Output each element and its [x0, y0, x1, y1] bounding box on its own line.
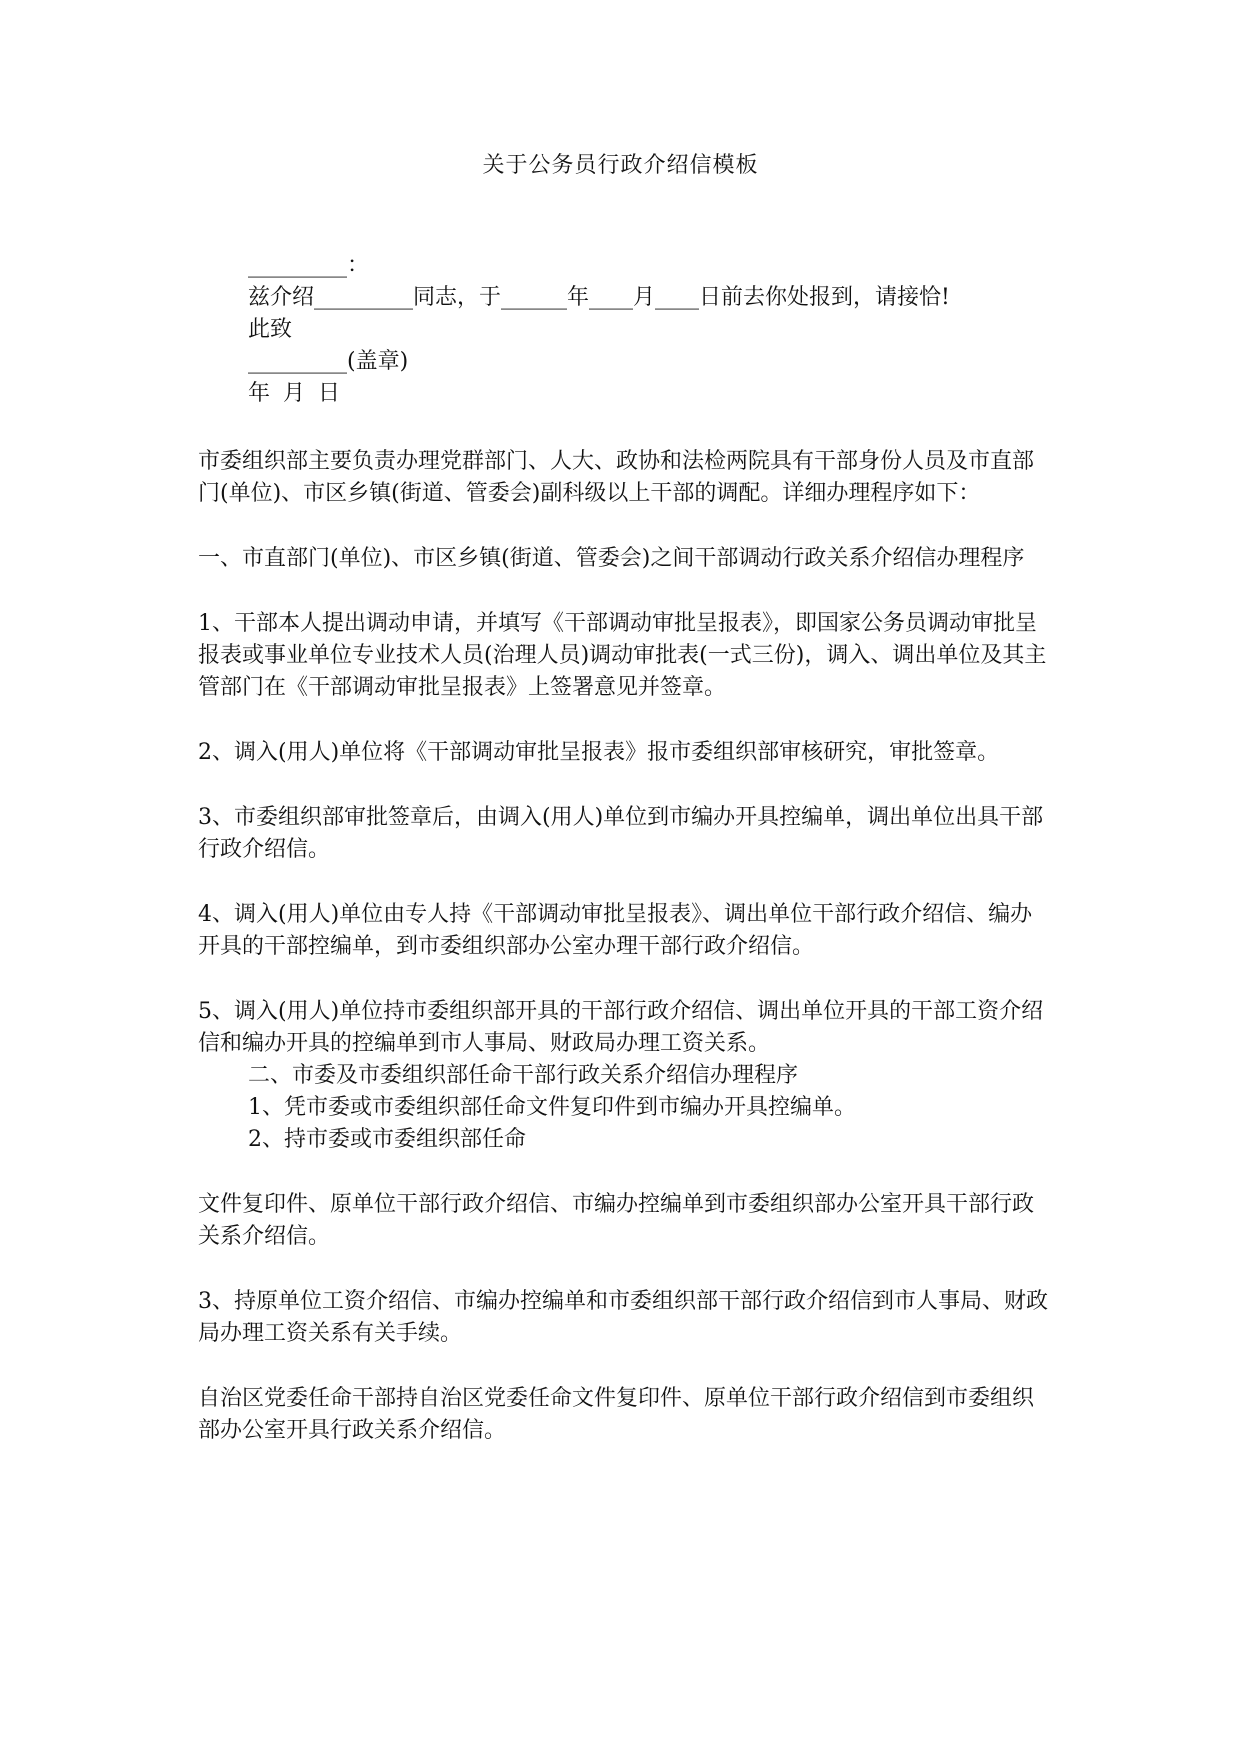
- section2-step1: 1、凭市委或市委组织部任命文件复印件到市编办开具控编单。: [248, 1095, 856, 1120]
- autonomous-region-paragraph: 自治区党委任命干部持自治区党委任命文件复印件、原单位干部行政介绍信到市委组织部办公室开具行政关系介绍信。: [198, 1386, 1035, 1443]
- letter-body-line: 兹介绍_________同志，于______年____月____日前去你处报到，请接恰!: [248, 285, 950, 310]
- section1-step3: 3、市委组织部审批签章后，由调入(用人)单位到市编办开具控编单，调出单位出具干部行政介绍信。: [198, 805, 1044, 862]
- section2-step2: 2、持市委或市委组织部任命: [248, 1127, 526, 1152]
- letter-template: [248, 250, 1148, 410]
- section2-heading: 二、市委及市委组织部任命干部行政关系介绍信办理程序: [248, 1063, 799, 1088]
- letter-closing: 此致: [248, 317, 293, 342]
- letter-salutation: _________：: [248, 253, 370, 278]
- procedure-content: [198, 446, 1048, 1480]
- section1-heading: 一、市直部门(单位)、市区乡镇(街道、管委会)之间干部调动行政关系介绍信办理程序: [198, 546, 1025, 571]
- section1-step4: 4、调入(用人)单位由专人持《干部调动审批呈报表》、调出单位干部行政介绍信、编办开具的干部控编单，到市委组织部办公室办理干部行政介绍信。: [198, 902, 1033, 959]
- section1-step1: 1、干部本人提出调动申请，并填写《干部调动审批呈报表》，即国家公务员调动审批呈报表或事业单位专业技术人员(治理人员)调动审批表(一式三份)，调入、调出单位及其主管部门在《干部调动审批呈报表》上签署意见并签章。: [198, 611, 1047, 700]
- letter-date-line: 年 月 日: [248, 381, 340, 406]
- section1-step2: 2、调入(用人)单位将《干部调动审批呈报表》报市委组织部审核研究，审批签章。: [198, 740, 1000, 765]
- letter-seal-line: _________(盖章): [248, 349, 409, 374]
- section2-step2-continued: 文件复印件、原单位干部行政介绍信、市编办控编单到市委组织部办公室开具干部行政关系介绍信。: [198, 1192, 1035, 1249]
- intro-paragraph: 市委组织部主要负责办理党群部门、人大、政协和法检两院具有干部身份人员及市直部门(单位)、市区乡镇(街道、管委会)副科级以上干部的调配。详细办理程序如下：: [198, 449, 1035, 506]
- document-title: 关于公务员行政介绍信模板: [482, 153, 759, 178]
- section2-step3: 3、持原单位工资介绍信、市编办控编单和市委组织部干部行政介绍信到市人事局、财政局办理工资关系有关手续。: [198, 1289, 1048, 1346]
- section1-step5: 5、调入(用人)单位持市委组织部开具的干部行政介绍信、调出单位开具的干部工资介绍信和编办开具的控编单到市人事局、财政局办理工资关系。: [198, 999, 1044, 1056]
